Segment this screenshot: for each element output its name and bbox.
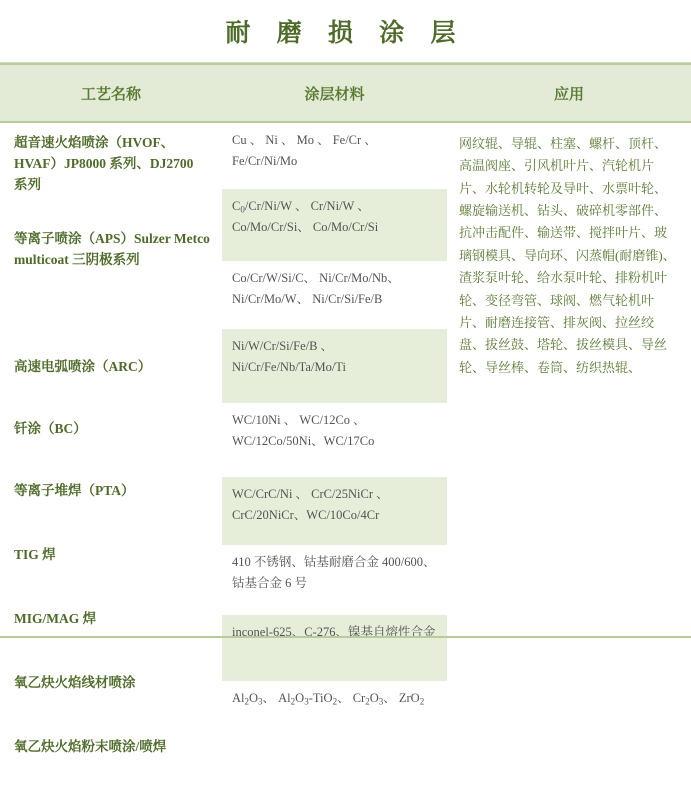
material-row	[222, 329, 447, 403]
table-body	[0, 122, 691, 795]
table-bottom-rule	[0, 636, 691, 638]
process-row	[0, 123, 222, 219]
process-row	[0, 219, 222, 347]
material-column-cell	[222, 122, 447, 795]
coating-table	[0, 63, 691, 795]
material-text: inconel-625、C-276、镍基自熔性合金	[222, 615, 447, 681]
material-row	[222, 123, 447, 189]
process-label: 氧乙炔火焰粉末喷涂/喷焊	[14, 739, 167, 754]
process-label: TIG 焊	[14, 547, 56, 562]
process-label: 等离子喷涂（APS）Sulzer Metco multicoat 三阴极系列	[14, 231, 210, 267]
table-header	[0, 64, 691, 122]
process-row	[0, 471, 222, 535]
page-title: 耐 磨 损 涂 层	[225, 20, 466, 47]
process-row	[0, 727, 222, 795]
material-text: WC/10Ni 、 WC/12Co 、 WC/12Co/50Ni、WC/17Co	[232, 413, 375, 448]
material-row	[222, 189, 447, 261]
material-row	[222, 545, 447, 615]
column-header-application: 应用	[447, 64, 691, 122]
material-text: 410 不锈钢、钴基耐磨合金 400/600、钴基合金 6 号	[232, 555, 436, 590]
process-row	[0, 663, 222, 727]
material-text: Cu 、 Ni 、 Mo 、 Fe/Cr 、 Fe/Cr/Ni/Mo	[232, 133, 377, 168]
material-list	[222, 123, 447, 755]
page-title-bar	[0, 0, 691, 63]
application-cell: 网纹辊、导辊、柱塞、螺杆、顶杆、高温阀座、引风机叶片、汽轮机片片、水轮机转轮及导叶、水票叶轮、螺旋输送机、钻头、破碎机零部件、抗冲击配件、输送带、搅拌叶片、玻璃钢模具、导向环、闪蒸帽(耐磨锥)、渣浆泵叶轮、给水泵叶轮、排粉机叶轮、变径弯管、球阀、燃气轮机叶片、耐磨连接管、排灰阀、拉丝绞盘、拔丝鼓、塔轮、拔丝模具、导丝轮、导丝棒、卷筒、纺织热辊、	[459, 136, 676, 375]
process-row	[0, 347, 222, 409]
material-text: Co/Cr/W/Si/C、 Ni/Cr/Mo/Nb、 Ni/Cr/Mo/W、 Ni/Cr/Si/Fe/B	[232, 271, 400, 306]
material-text: $Al_2O_3$、 $Al_2O_3-TiO_2$、 $Cr_2O_3$、 ZrO$_2$	[232, 691, 425, 707]
process-label: MIG/MAG 焊	[14, 611, 97, 626]
column-header-material: 涂层材料	[222, 64, 447, 122]
table-row	[0, 122, 691, 795]
process-row	[0, 535, 222, 599]
process-row	[0, 599, 222, 663]
process-row	[0, 409, 222, 471]
table-header-row	[0, 64, 691, 122]
material-row	[222, 261, 447, 329]
process-label: 钎涂（BC）	[14, 421, 87, 436]
process-label: 超音速火焰喷涂（HVOF、HVAF）JP8000 系列、DJ2700 系列	[14, 135, 194, 192]
material-row	[222, 681, 447, 755]
material-text: WC/CrC/Ni 、 CrC/25NiCr 、 CrC/20NiCr、WC/10Co/4Cr	[222, 477, 447, 545]
material-text: Ni/W/Cr/Si/Fe/B 、 Ni/Cr/Fe/Nb/Ta/Mo/Ti	[222, 329, 447, 403]
material-text: $C_0/Cr/Ni/W$ 、 Cr/Ni/W 、 Co/Mo/Cr/Si、 Co/Mo/Cr/Si	[222, 189, 447, 261]
process-list	[0, 123, 222, 795]
process-label: 氧乙炔火焰线材喷涂	[14, 675, 136, 690]
process-column-cell	[0, 122, 222, 795]
column-header-process: 工艺名称	[0, 64, 222, 122]
material-row	[222, 477, 447, 545]
process-label: 等离子堆焊（PTA）	[14, 483, 135, 498]
material-row	[222, 615, 447, 681]
process-label: 高速电弧喷涂（ARC）	[14, 359, 152, 374]
material-row	[222, 403, 447, 477]
